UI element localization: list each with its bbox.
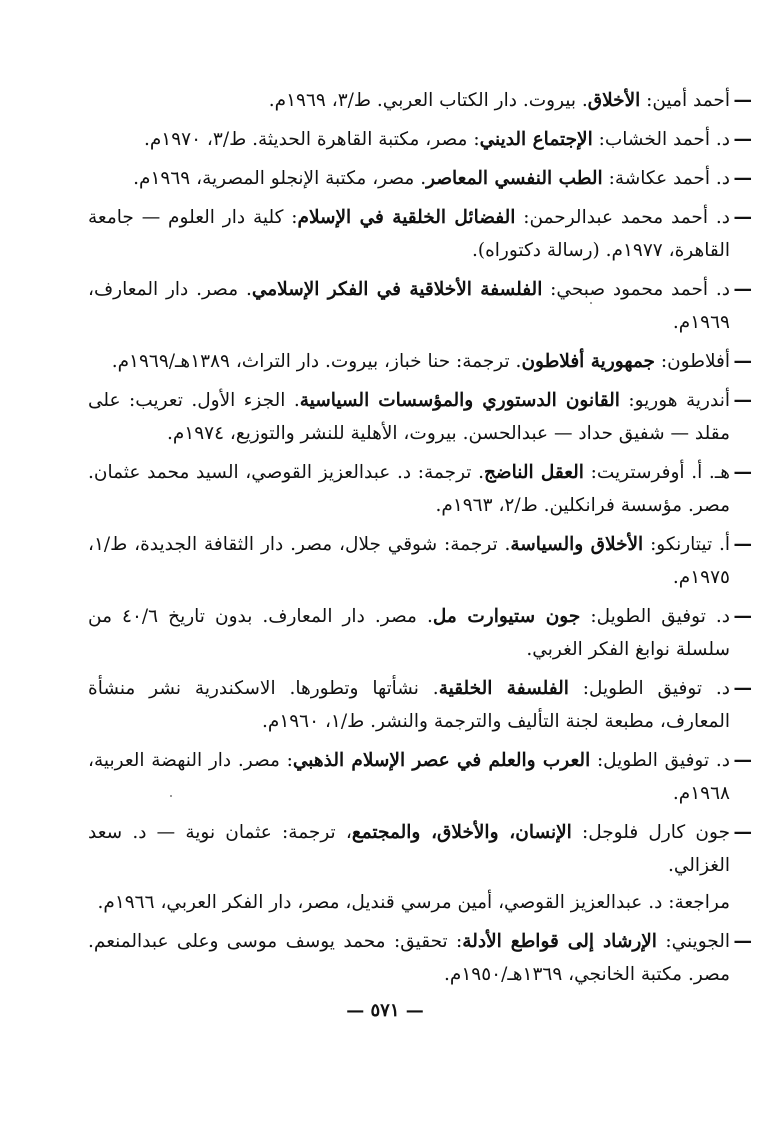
page-number: — ٥٧١ — [346, 1000, 424, 1021]
entry-title: القانون الدستوري والمؤسسات السياسية [299, 390, 620, 411]
entry-dash: — [733, 606, 752, 627]
entry-dash: — [733, 750, 752, 771]
bibliography-entry [88, 345, 752, 378]
entry-title: الفلسفة الأخلاقية في الفكر الإسلامي [251, 279, 543, 300]
entry-title: الإرشاد إلى قواطع الأدلة [462, 931, 657, 952]
entry-author: جون كارل فلوجل: [571, 822, 730, 843]
entry-details: . مصر. دار المعارف، ١٩٦٩م. [88, 279, 730, 333]
entry-title: العرب والعلم في عصر الإسلام الذهبي [292, 750, 591, 771]
entry-title: جمهورية أفلاطون [521, 351, 655, 372]
scan-speck [590, 302, 592, 304]
bibliography-entry [88, 925, 752, 991]
bibliography-entry [88, 528, 752, 594]
entry-details: : كلية دار العلوم — جامعة القاهرة، ١٩٧٧م. (رسالة دكتوراه). [88, 207, 730, 261]
bibliography-entry [88, 384, 752, 450]
entry-author: د. أحمد الخشاب: [592, 129, 730, 150]
entry-dash: — [733, 129, 752, 150]
entry-title: الأخلاق [587, 90, 641, 111]
bibliography-entry [88, 273, 752, 339]
entry-details: . بيروت. دار الكتاب العربي. ط/٣، ١٩٦٩م. [268, 90, 588, 111]
entry-details: . ترجمة: د. عبدالعزيز القوصي، السيد محمد عثمان. مصر. مؤسسة فرانكلين. ط/٢، ١٩٦٣م. [88, 462, 730, 516]
entry-title: الفلسفة الخلقية [438, 678, 569, 699]
entry-author: د. أحمد عكاشة: [602, 168, 730, 189]
entry-author: أفلاطون: [654, 351, 730, 372]
entry-dash: — [733, 90, 752, 111]
bibliography-entry [88, 84, 752, 117]
entry-title: الفضائل الخلقية في الإسلام [297, 207, 516, 228]
entry-dash: — [733, 931, 752, 952]
entry-details: : مصر. دار النهضة العربية، ١٩٦٨م. [88, 750, 730, 804]
bibliography-entry [88, 201, 752, 267]
entry-title: العقل الناضج [483, 462, 584, 483]
entry-author: أ. تيتارنكو: [643, 534, 731, 555]
entry-author: هـ. أ. أوفرستريت: [583, 462, 730, 483]
entry-author: د. توفيق الطويل: [580, 606, 731, 627]
entry-details: : مصر، مكتبة القاهرة الحديثة. ط/٣، ١٩٧٠م. [143, 129, 480, 150]
entry-title: الطب النفسي المعاصر [426, 168, 603, 189]
entry-details: . ترجمة: حنا خباز، بيروت. دار التراث، ١٣٨٩هـ/١٩٦٩م. [111, 351, 522, 372]
entry-dash: — [733, 168, 752, 189]
entry-dash: — [733, 534, 752, 555]
bibliography-entry [88, 456, 752, 522]
entry-dash: — [733, 390, 752, 411]
bibliography-entry [88, 162, 752, 195]
entry-author: د. توفيق الطويل: [590, 750, 730, 771]
bibliography-list [88, 84, 752, 997]
entry-details: مراجعة: د. عبدالعزيز القوصي، أمين مرسي قنديل، مصر، دار الفكر العربي، ١٩٦٦م. [97, 892, 730, 913]
entry-author: د. أحمد محمود صبحي: [542, 279, 730, 300]
entry-details: ، ترجمة: عثمان نوية — د. سعد الغزالي. [88, 822, 730, 876]
entry-dash: — [733, 822, 752, 843]
entry-title: الأخلاق والسياسة [510, 534, 644, 555]
entry-author: أحمد أمين: [640, 90, 730, 111]
bibliography-entry [88, 816, 752, 882]
scan-speck [170, 795, 172, 797]
entry-dash: — [733, 462, 752, 483]
entry-dash: — [733, 351, 752, 372]
entry-dash: — [733, 678, 752, 699]
entry-author: الجويني: [656, 931, 731, 952]
bibliography-entry [88, 123, 752, 156]
bibliography-entry [88, 744, 752, 810]
entry-dash: — [733, 207, 752, 228]
entry-details: : تحقيق: محمد يوسف موسى وعلى عبدالمنعم. مصر. مكتبة الخانجي، ١٣٦٩هـ/١٩٥٠م. [88, 931, 730, 985]
entry-details: . ترجمة: شوقي جلال، مصر. دار الثقافة الجديدة، ط/١، ١٩٧٥م. [88, 534, 730, 588]
entry-author: أندرية هوريو: [619, 390, 730, 411]
entry-details: . الجزء الأول. تعريب: على مقلد — شفيق حداد — عبدالحسن. بيروت، الأهلية للنشر والتوزيع، ١٩٧٤م. [88, 390, 730, 444]
entry-details: . مصر. دار المعارف. بدون تاريخ ٤٠/٦ من سلسلة نوابغ الفكر الغربي. [88, 606, 730, 660]
bibliography-entry [88, 600, 752, 666]
entry-details: . نشأتها وتطورها. الاسكندرية نشر منشأة المعارف، مطبعة لجنة التأليف والترجمة والنشر. ط/١، ١٩٦٠م. [88, 678, 730, 732]
entry-title: الإجتماع الديني [479, 129, 593, 150]
entry-title: الإنسان، والأخلاق، والمجتمع [351, 822, 572, 843]
entry-author: د. أحمد محمد عبدالرحمن: [515, 207, 730, 228]
bibliography-entry [88, 672, 752, 738]
bibliography-entry-continuation [88, 886, 752, 919]
entry-dash: — [733, 279, 752, 300]
entry-details: . مصر، مكتبة الإنجلو المصرية، ١٩٦٩م. [133, 168, 427, 189]
entry-author: د. توفيق الطويل: [568, 678, 731, 699]
entry-title: جون ستيوارت مل [432, 606, 581, 627]
